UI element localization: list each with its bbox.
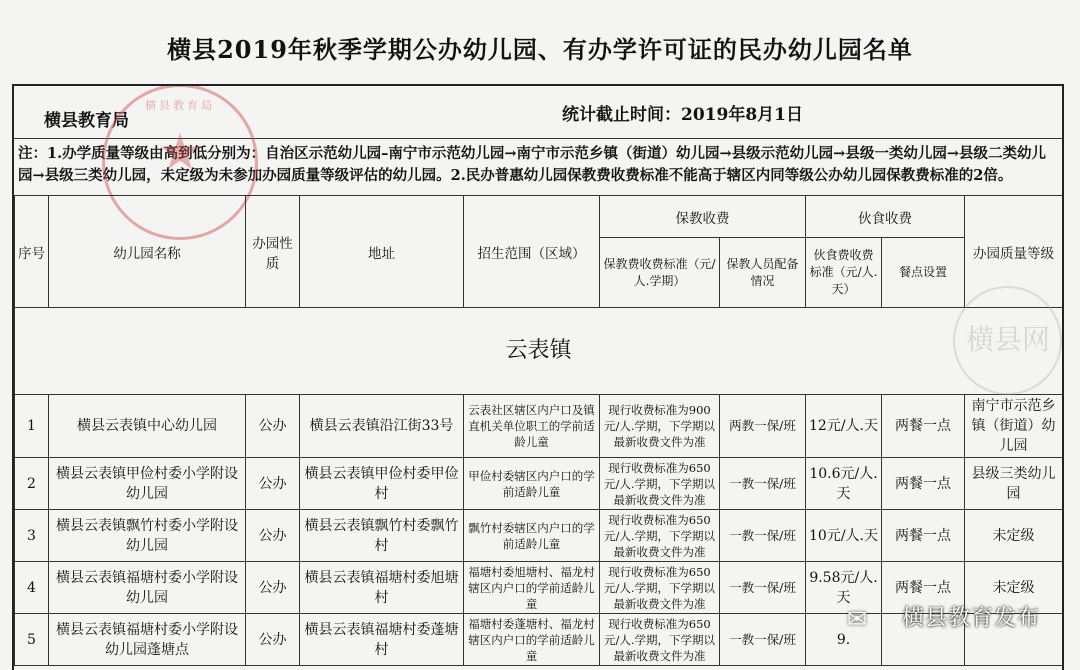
staff-cell: 一教一保/班 — [720, 562, 806, 614]
statistics-time: 统计截止时间：2019年8月1日 — [562, 105, 803, 125]
header-line — [14, 86, 1062, 139]
header-address: 地址 — [300, 196, 464, 308]
seq-cell: 4 — [15, 562, 49, 614]
meal-cell: 10元/人.天 — [806, 510, 882, 562]
meal-cell: 10.6元/人.天 — [806, 458, 882, 510]
setting-cell: 两餐一点 — [882, 510, 965, 562]
header-meal-group: 伙食收费 — [806, 196, 965, 238]
quality-cell: 县级三类幼儿园 — [965, 458, 1063, 510]
header-scope: 招生范围（区域） — [464, 196, 600, 308]
kindergarten-table — [14, 195, 1063, 666]
name-cell: 横县云表镇飘竹村委小学附设幼儿园 — [49, 510, 246, 562]
name-cell: 横县云表镇福塘村委小学附设幼儿园 — [49, 562, 246, 614]
watermark-text: 横县教育发布 — [901, 606, 1040, 631]
stamp-text: 横县教育局 — [145, 99, 215, 112]
address-cell: 横县云表镇沿江街33号 — [300, 395, 464, 458]
name-cell: 横县云表镇甲俭村委小学附设幼儿园 — [49, 458, 246, 510]
address-cell: 横县云表镇飘竹村委飘竹村 — [300, 510, 464, 562]
header-row-1 — [15, 196, 1063, 238]
tuition-cell: 现行收费标准为900元/人.学期，下学期以最新收费文件为准 — [600, 395, 720, 458]
seq-cell: 1 — [15, 395, 49, 458]
quality-cell: 南宁市示范乡镇（街道）幼儿园 — [965, 395, 1063, 458]
quality-cell: 未定级 — [965, 510, 1063, 562]
name-cell: 横县云表镇福塘村委小学附设幼儿园蓬塘点 — [49, 614, 246, 666]
nature-cell: 公办 — [246, 562, 300, 614]
meal-cell: 9.58元/人.天 — [806, 562, 882, 614]
bureau-name: 横县教育局 — [44, 111, 129, 131]
header-meal-std: 伙食费收费标准（元/人.天） — [806, 238, 882, 308]
tuition-cell: 现行收费标准为650元/人.学期，下学期以最新收费文件为准 — [600, 510, 720, 562]
town-name: 云表镇 — [15, 308, 1063, 395]
wechat-icon: ✉ — [846, 605, 868, 633]
note-text: 注：1.办学质量等级由高到低分别为：自治区示范幼儿园–南宁市示范幼儿园→南宁市示范乡镇（街道）幼儿园→县级示范幼儿园→县级一类幼儿园→县级二类幼儿园→县级三类幼儿园，未定级为未参加办园质量等级评估的幼儿园。2.民办普惠幼儿园保教费收费标准不能高于辖区内同等级公办幼儿园保教费标准的2倍。 — [18, 145, 1046, 184]
meal-cell: 9. — [806, 614, 882, 666]
tuition-cell: 现行收费标准为650元/人.学期，下学期以最新收费文件为准 — [600, 458, 720, 510]
name-cell: 横县云表镇中心幼儿园 — [49, 395, 246, 458]
seq-cell: 5 — [15, 614, 49, 666]
scope-cell: 福塘村委旭塘村、福龙村辖区内户口的学前适龄儿童 — [464, 562, 600, 614]
staff-cell: 一教一保/班 — [720, 510, 806, 562]
table-row — [15, 458, 1063, 510]
staff-cell: 一教一保/班 — [720, 458, 806, 510]
site-logo-mark — [953, 286, 1062, 395]
nature-cell: 公办 — [246, 458, 300, 510]
quality-cell: 未定级 — [965, 562, 1063, 614]
setting-cell: 两餐一点 — [882, 395, 965, 458]
header-seq: 序号 — [15, 196, 49, 308]
staff-cell: 两教一保/班 — [720, 395, 806, 458]
address-cell: 横县云表镇福塘村委蓬塘村 — [300, 614, 464, 666]
document-title: 横县2019年秋季学期公办幼儿园、有办学许可证的民办幼儿园名单 — [167, 35, 913, 64]
document-sheet — [12, 84, 1064, 670]
star-icon: ★ — [157, 123, 203, 181]
logo-text: 横县网 — [965, 323, 1050, 356]
seq-cell: 3 — [15, 510, 49, 562]
scope-cell: 云表社区辖区内户口及镇直机关单位职工的学前适龄儿童 — [464, 395, 600, 458]
scope-cell: 甲俭村委辖区内户口的学前适龄儿童 — [464, 458, 600, 510]
nature-cell: 公办 — [246, 395, 300, 458]
header-tuition-group: 保教收费 — [600, 196, 806, 238]
address-cell: 横县云表镇福塘村委旭塘村 — [300, 562, 464, 614]
header-tuition-std: 保教费收费标准（元/人.学期） — [600, 238, 720, 308]
town-row — [15, 308, 1063, 395]
nature-cell: 公办 — [246, 614, 300, 666]
scope-cell: 福塘村委蓬塘村、福龙村辖区内户口的学前适龄儿童 — [464, 614, 600, 666]
setting-cell: 两餐一点 — [882, 562, 965, 614]
staff-cell: 一教一保/班 — [720, 614, 806, 666]
table-row — [15, 395, 1063, 458]
address-cell: 横县云表镇甲俭村委甲俭村 — [300, 458, 464, 510]
scope-cell: 飘竹村委辖区内户口的学前适龄儿童 — [464, 510, 600, 562]
header-nature: 办园性质 — [246, 196, 300, 308]
tuition-cell: 现行收费标准为650元/人.学期，下学期以最新收费文件为准 — [600, 562, 720, 614]
header-name: 幼儿园名称 — [49, 196, 246, 308]
header-quality: 办园质量等级 — [965, 196, 1063, 308]
table-row — [15, 510, 1063, 562]
header-staff: 保教人员配备情况 — [720, 238, 806, 308]
header-meal-setting: 餐点设置 — [882, 238, 965, 308]
tuition-cell: 现行收费标准为650元/人.学期，下学期以最新收费文件为准 — [600, 614, 720, 666]
seq-cell: 2 — [15, 458, 49, 510]
nature-cell: 公办 — [246, 510, 300, 562]
setting-cell: 两餐一点 — [882, 458, 965, 510]
meal-cell: 12元/人.天 — [806, 395, 882, 458]
